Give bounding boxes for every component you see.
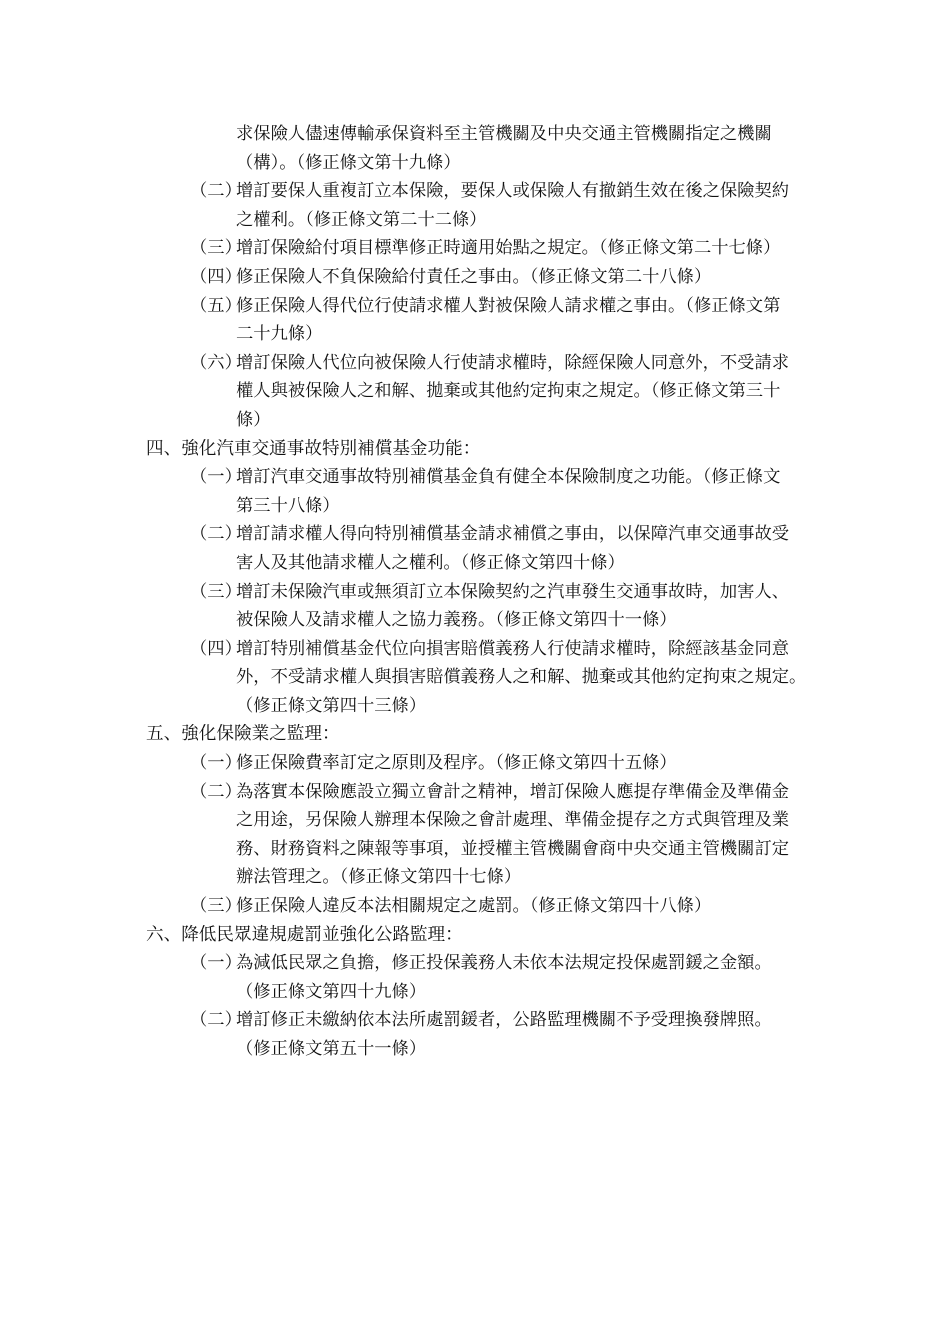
list-item <box>0 463 950 520</box>
item-number: （四） <box>190 638 242 659</box>
list-item <box>0 778 950 892</box>
list-item <box>0 292 950 349</box>
text-line: 修正保險人得代位行使請求權人對被保險人請求權之事由。（修正條文第 <box>236 295 781 316</box>
text-line: （修正條文第四十九條） <box>236 981 427 1002</box>
item-number: （二） <box>190 181 242 202</box>
item-body <box>236 892 950 921</box>
item-number: （二） <box>190 1010 242 1031</box>
item-number: （一） <box>190 467 242 488</box>
section-heading-6: 六、降低民眾違規處罰並強化公路監理： <box>146 924 463 945</box>
list-item <box>0 263 950 292</box>
text-line: 修正保險費率訂定之原則及程序。（修正條文第四十五條） <box>236 753 677 774</box>
list-item <box>0 349 950 435</box>
item-body <box>236 749 950 778</box>
item-body <box>236 778 950 892</box>
item-body <box>236 463 950 520</box>
item-list-5 <box>0 749 950 921</box>
text-line: 二十九條） <box>236 324 323 345</box>
item-list-6 <box>0 949 950 1063</box>
document-page <box>0 120 950 1064</box>
item-number: （五） <box>190 295 242 316</box>
item-body <box>236 578 950 635</box>
text-line: 條） <box>236 409 271 430</box>
text-line: 增訂保險人代位向被保險人行使請求權時，除經保險人同意外，不受請求 <box>236 352 790 373</box>
text-line: 為落實本保險應設立獨立會計之精神，增訂保險人應提存準備金及準備金 <box>236 781 790 802</box>
item-number: （三） <box>190 238 242 259</box>
text-line: （構）。（修正條文第十九條） <box>236 152 461 173</box>
continuation-text <box>0 120 950 177</box>
list-item <box>0 177 950 234</box>
text-line: 之用途，另保險人辦理本保險之會計處理、準備金提存之方式與管理及業 <box>236 810 790 831</box>
text-line: 增訂修正未繳納依本法所處罰鍰者，公路監理機關不予受理換發牌照。 <box>236 1010 772 1031</box>
item-number: （三） <box>190 581 242 602</box>
list-item <box>0 520 950 577</box>
item-number: （六） <box>190 352 242 373</box>
text-line: 增訂要保人重複訂立本保險，要保人或保險人有撤銷生效在後之保險契約 <box>236 181 790 202</box>
text-line: 第三十八條） <box>236 495 340 516</box>
text-line: 權人與被保險人之和解、拋棄或其他約定拘束之規定。（修正條文第三十 <box>236 381 781 402</box>
text-line: （修正條文第五十一條） <box>236 1039 427 1059</box>
text-line: 修正保險人不負保險給付責任之事由。（修正條文第二十八條） <box>236 266 712 287</box>
item-body <box>236 349 950 435</box>
item-number: （二） <box>190 524 242 545</box>
text-line: 增訂請求權人得向特別補償基金請求補償之事由，以保障汽車交通事故受 <box>236 524 790 545</box>
item-body <box>236 263 950 292</box>
text-line: 務、財務資料之陳報等事項，並授權主管機關會商中央交通主管機關訂定 <box>236 838 790 859</box>
text-line: 辦法管理之。（修正條文第四十七條） <box>236 867 522 888</box>
item-list-3 <box>0 177 950 434</box>
item-body <box>236 949 950 1006</box>
text-line: 外，不受請求權人與損害賠償義務人之和解、拋棄或其他約定拘束之規定。 <box>236 667 807 688</box>
item-number: （二） <box>190 781 242 802</box>
item-body <box>236 234 950 263</box>
text-line: 修正保險人違反本法相關規定之處罰。（修正條文第四十八條） <box>236 896 712 917</box>
section-heading-4: 四、強化汽車交通事故特別補償基金功能： <box>146 438 481 459</box>
item-body <box>236 520 950 577</box>
text-line: 被保險人及請求權人之協力義務。（修正條文第四十一條） <box>236 610 677 631</box>
text-line: （修正條文第四十三條） <box>236 695 427 716</box>
item-number: （一） <box>190 953 242 974</box>
text-line: 增訂未保險汽車或無須訂立本保險契約之汽車發生交通事故時，加害人、 <box>236 581 790 602</box>
text-line: 之權利。（修正條文第二十二條） <box>236 209 487 230</box>
list-item <box>0 892 950 921</box>
item-number: （四） <box>190 266 242 287</box>
item-body <box>236 635 950 721</box>
list-item <box>0 749 950 778</box>
text-line: 增訂保險給付項目標準修正時適用始點之規定。（修正條文第二十七條） <box>236 238 781 259</box>
item-number: （一） <box>190 753 242 774</box>
list-item <box>0 635 950 721</box>
text-line: 求保險人儘速傳輸承保資料至主管機關及中央交通主管機關指定之機關 <box>236 124 772 144</box>
list-item <box>0 1006 950 1063</box>
section-heading-5: 五、強化保險業之監理： <box>146 724 340 745</box>
list-item <box>0 578 950 635</box>
text-line: 害人及其他請求權人之權利。（修正條文第四十條） <box>236 552 625 573</box>
item-body <box>236 1006 950 1063</box>
text-line: 增訂特別補償基金代位向損害賠償義務人行使請求權時，除經該基金同意 <box>236 638 790 659</box>
item-body <box>236 177 950 234</box>
list-item <box>0 234 950 263</box>
list-item <box>0 949 950 1006</box>
text-line: 為減低民眾之負擔，修正投保義務人未依本法規定投保處罰鍰之金額。 <box>236 953 772 974</box>
text-line: 增訂汽車交通事故特別補償基金負有健全本保險制度之功能。（修正條文 <box>236 467 781 488</box>
item-number: （三） <box>190 896 242 917</box>
item-body <box>236 292 950 349</box>
item-list-4 <box>0 463 950 720</box>
